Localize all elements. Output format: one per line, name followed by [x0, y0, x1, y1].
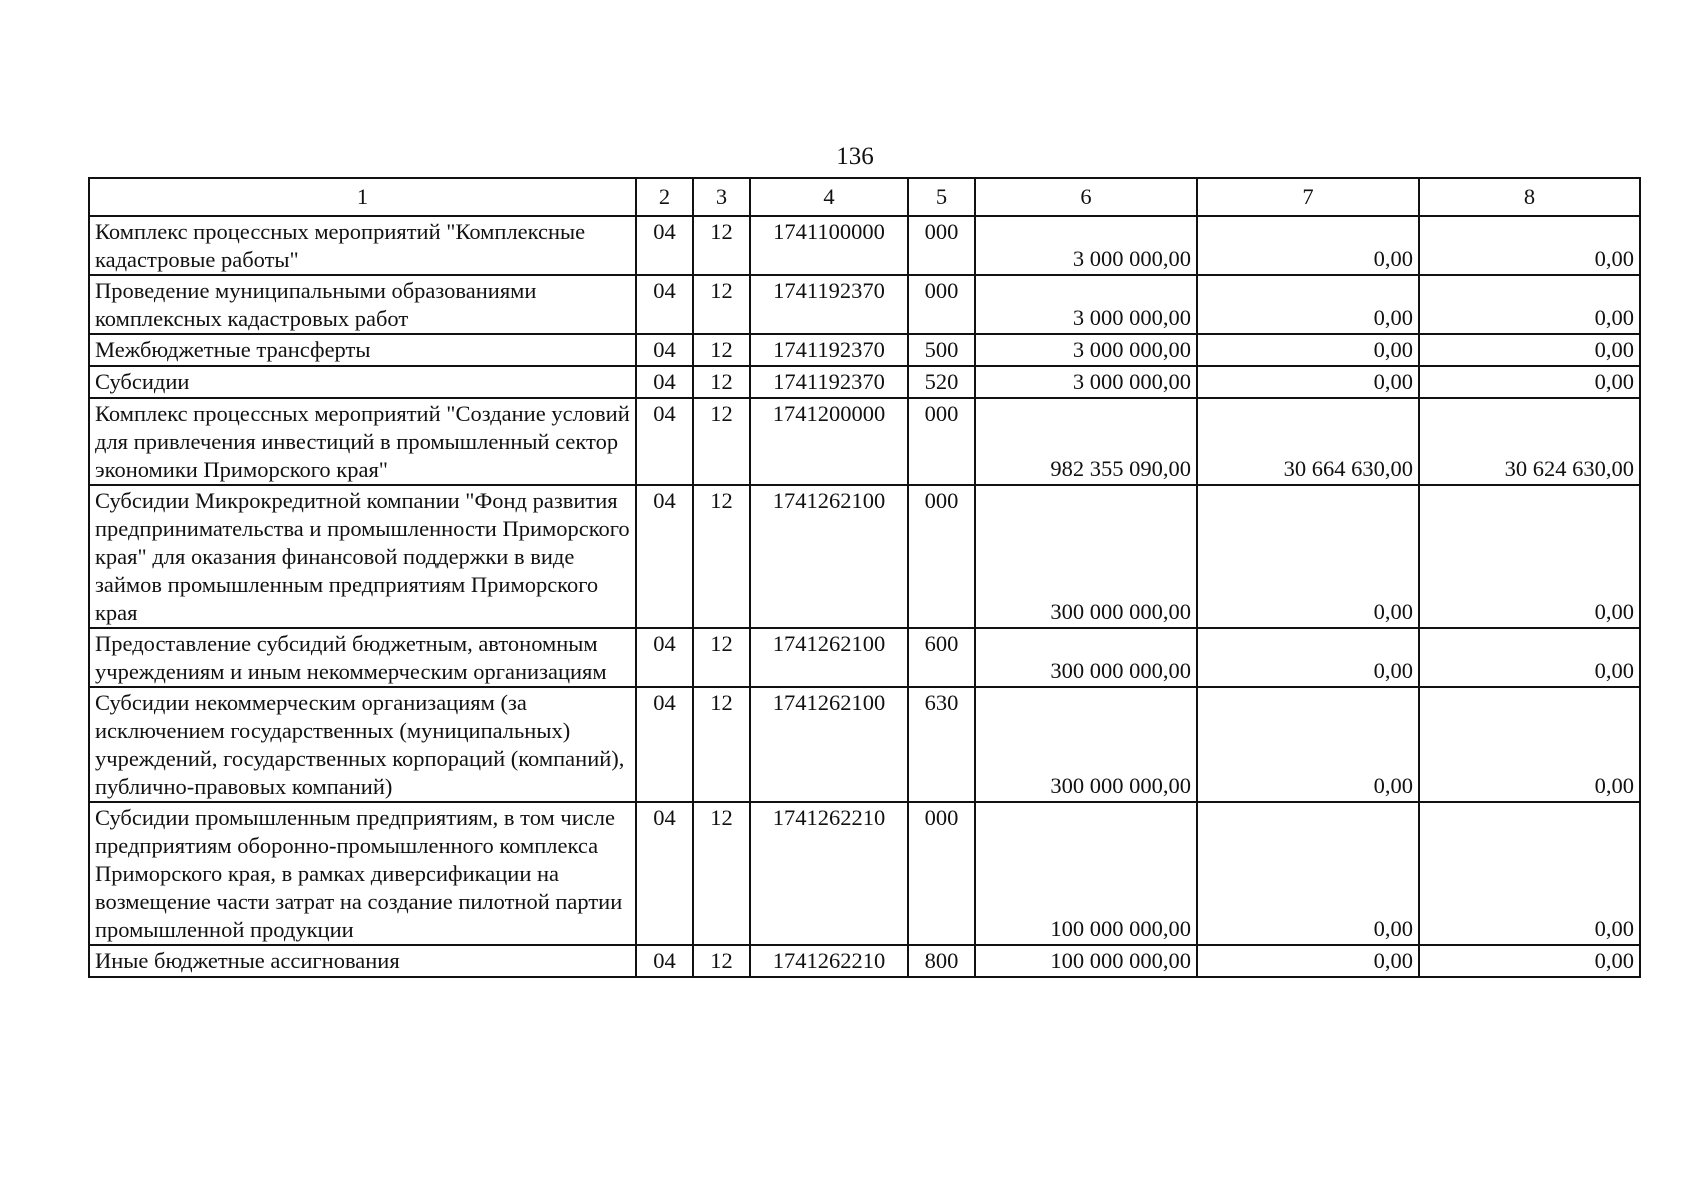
- row-name: Комплекс процессных мероприятий "Комплексные кадастровые работы": [89, 216, 636, 275]
- amount-col7: 0,00: [1197, 802, 1419, 945]
- subsection-code: 12: [693, 275, 750, 334]
- expense-type-code: 600: [908, 628, 975, 687]
- table-row: [89, 485, 1640, 628]
- row-name: Субсидии Микрокредитной компании "Фонд развития предпринимательства и промышленности Приморского края" для оказания финансовой поддержки в виде займов промышленным предприятиям Приморского края: [89, 485, 636, 628]
- subsection-code: 12: [693, 366, 750, 398]
- row-name: Предоставление субсидий бюджетным, автономным учреждениям и иным некоммерческим организациям: [89, 628, 636, 687]
- amount-col7: 0,00: [1197, 628, 1419, 687]
- amount-col6: 3 000 000,00: [975, 216, 1197, 275]
- amount-col8: 0,00: [1419, 945, 1640, 977]
- table-row: [89, 945, 1640, 977]
- subsection-code: 12: [693, 398, 750, 485]
- amount-col7: 0,00: [1197, 687, 1419, 802]
- column-header: 5: [908, 178, 975, 216]
- table-row: [89, 398, 1640, 485]
- section-code: 04: [636, 216, 693, 275]
- subsection-code: 12: [693, 687, 750, 802]
- column-header: 7: [1197, 178, 1419, 216]
- amount-col8: 0,00: [1419, 485, 1640, 628]
- expense-type-code: 520: [908, 366, 975, 398]
- table-row: [89, 687, 1640, 802]
- table-row: [89, 366, 1640, 398]
- section-code: 04: [636, 945, 693, 977]
- subsection-code: 12: [693, 216, 750, 275]
- target-article-code: 1741262100: [750, 628, 908, 687]
- amount-col7: 0,00: [1197, 334, 1419, 366]
- target-article-code: 1741192370: [750, 275, 908, 334]
- section-code: 04: [636, 485, 693, 628]
- row-name: Комплекс процессных мероприятий "Создание условий для привлечения инвестиций в промышленный сектор экономики Приморского края": [89, 398, 636, 485]
- subsection-code: 12: [693, 802, 750, 945]
- amount-col8: 0,00: [1419, 802, 1640, 945]
- expense-type-code: 000: [908, 275, 975, 334]
- expense-type-code: 000: [908, 485, 975, 628]
- target-article-code: 1741262210: [750, 945, 908, 977]
- column-header: 6: [975, 178, 1197, 216]
- header-row: [89, 178, 1640, 216]
- budget-table: [88, 177, 1641, 978]
- row-name: Субсидии промышленным предприятиям, в том числе предприятиям оборонно-промышленного комплекса Приморского края, в рамках диверсификации на возмещение части затрат на создание пилотной партии промышленной продукции: [89, 802, 636, 945]
- amount-col8: 0,00: [1419, 334, 1640, 366]
- expense-type-code: 500: [908, 334, 975, 366]
- target-article-code: 1741262210: [750, 802, 908, 945]
- column-header: 2: [636, 178, 693, 216]
- amount-col7: 0,00: [1197, 945, 1419, 977]
- row-name: Проведение муниципальными образованиями комплексных кадастровых работ: [89, 275, 636, 334]
- amount-col8: 0,00: [1419, 216, 1640, 275]
- amount-col6: 300 000 000,00: [975, 687, 1197, 802]
- row-name: Межбюджетные трансферты: [89, 334, 636, 366]
- amount-col7: 0,00: [1197, 485, 1419, 628]
- amount-col7: 0,00: [1197, 366, 1419, 398]
- expense-type-code: 000: [908, 216, 975, 275]
- page-number: 136: [836, 143, 874, 170]
- subsection-code: 12: [693, 628, 750, 687]
- amount-col6: 100 000 000,00: [975, 802, 1197, 945]
- table-row: [89, 334, 1640, 366]
- column-header: 1: [89, 178, 636, 216]
- target-article-code: 1741262100: [750, 687, 908, 802]
- amount-col7: 30 664 630,00: [1197, 398, 1419, 485]
- section-code: 04: [636, 275, 693, 334]
- amount-col6: 982 355 090,00: [975, 398, 1197, 485]
- section-code: 04: [636, 366, 693, 398]
- row-name: Иные бюджетные ассигнования: [89, 945, 636, 977]
- section-code: 04: [636, 398, 693, 485]
- amount-col6: 100 000 000,00: [975, 945, 1197, 977]
- target-article-code: 1741192370: [750, 334, 908, 366]
- amount-col8: 0,00: [1419, 366, 1640, 398]
- section-code: 04: [636, 802, 693, 945]
- amount-col6: 300 000 000,00: [975, 628, 1197, 687]
- expense-type-code: 000: [908, 398, 975, 485]
- expense-type-code: 000: [908, 802, 975, 945]
- amount-col7: 0,00: [1197, 216, 1419, 275]
- amount-col6: 3 000 000,00: [975, 334, 1197, 366]
- subsection-code: 12: [693, 945, 750, 977]
- amount-col8: 0,00: [1419, 687, 1640, 802]
- section-code: 04: [636, 687, 693, 802]
- expense-type-code: 800: [908, 945, 975, 977]
- table-row: [89, 802, 1640, 945]
- column-header: 8: [1419, 178, 1640, 216]
- subsection-code: 12: [693, 485, 750, 628]
- amount-col6: 3 000 000,00: [975, 366, 1197, 398]
- target-article-code: 1741100000: [750, 216, 908, 275]
- row-name: Субсидии некоммерческим организациям (за исключением государственных (муниципальных) учреждений, государственных корпораций (компаний), публично-правовых компаний): [89, 687, 636, 802]
- table-row: [89, 275, 1640, 334]
- target-article-code: 1741262100: [750, 485, 908, 628]
- expense-type-code: 630: [908, 687, 975, 802]
- table-row: [89, 216, 1640, 275]
- amount-col8: 0,00: [1419, 628, 1640, 687]
- table-row: [89, 628, 1640, 687]
- section-code: 04: [636, 628, 693, 687]
- target-article-code: 1741192370: [750, 366, 908, 398]
- column-header: 3: [693, 178, 750, 216]
- target-article-code: 1741200000: [750, 398, 908, 485]
- column-header: 4: [750, 178, 908, 216]
- row-name: Субсидии: [89, 366, 636, 398]
- amount-col8: 0,00: [1419, 275, 1640, 334]
- amount-col8: 30 624 630,00: [1419, 398, 1640, 485]
- amount-col6: 3 000 000,00: [975, 275, 1197, 334]
- amount-col7: 0,00: [1197, 275, 1419, 334]
- section-code: 04: [636, 334, 693, 366]
- amount-col6: 300 000 000,00: [975, 485, 1197, 628]
- subsection-code: 12: [693, 334, 750, 366]
